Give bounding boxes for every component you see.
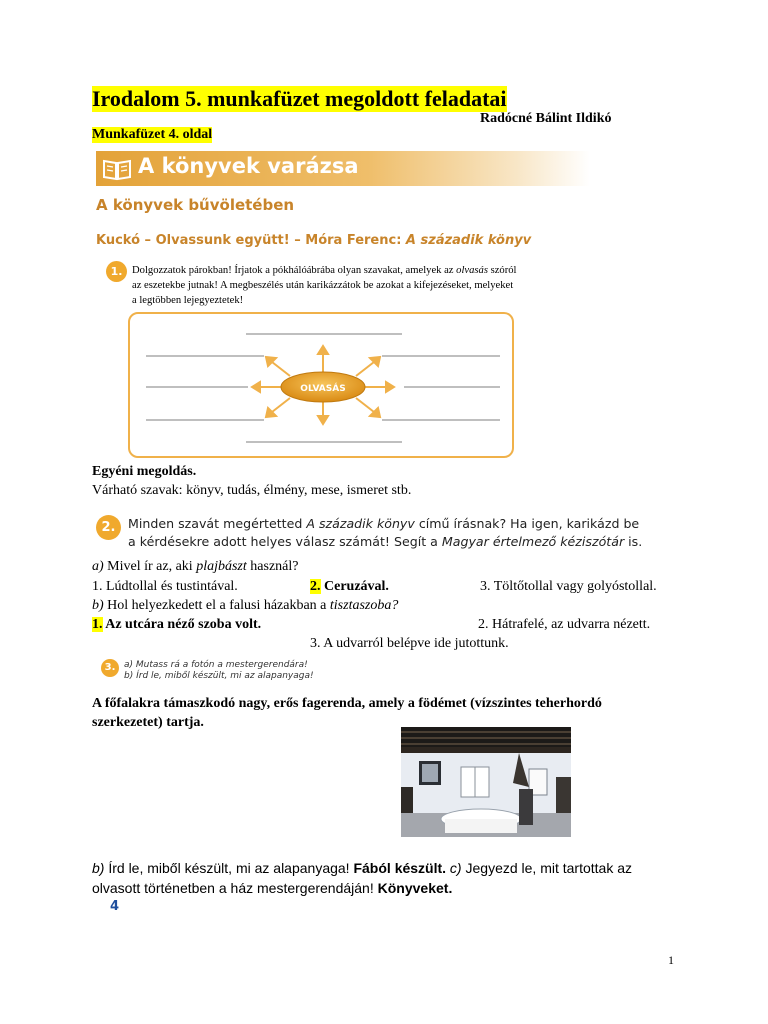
- task1-text-em: olvasás: [456, 265, 488, 276]
- arrow-up-right: [356, 362, 374, 376]
- task3-b-answer: Fából készült.: [353, 860, 447, 876]
- answer-a-option-1: 1. Lúdtollal és tustintával.: [92, 579, 238, 594]
- question-a-term: plajbászt: [196, 559, 247, 574]
- question-a-text-1: Mivel ír az, aki: [103, 559, 197, 574]
- answer-a-option-2: [310, 578, 389, 595]
- page-reference: Munkafüzet 4. oldal: [92, 127, 213, 142]
- task3-b-letter: b): [92, 860, 105, 876]
- task2-instructions: [128, 515, 648, 551]
- answer-b-option-3: 3. A udvarról belépve ide jutottunk.: [310, 636, 509, 651]
- chapter-banner: [96, 151, 590, 186]
- arrow-down-right: [356, 398, 374, 412]
- answer-b-option-2: 2. Hátrafelé, az udvarra nézett.: [478, 617, 651, 632]
- answer-b1-text: Az utcára néző szoba volt.: [102, 617, 262, 632]
- task2-text-5: is.: [624, 534, 643, 549]
- answer-b1-number: 1.: [92, 617, 103, 632]
- question-a: [92, 558, 298, 575]
- task3-answer-bc: [92, 858, 672, 898]
- task2-text-1: Minden szavát megértetted: [128, 516, 307, 531]
- task3-c-answer: Könyveket.: [377, 880, 453, 896]
- task2-dictionary: Magyar értelmező kéziszótár: [441, 534, 625, 549]
- task-number-1: 1.: [106, 261, 127, 282]
- book-page-number: 4: [110, 899, 120, 914]
- page-title: Irodalom 5. munkafüzet megoldott feladatai: [92, 86, 507, 111]
- question-b-text: Hol helyezkedett el a falusi házakban a: [103, 598, 330, 613]
- question-b-letter: b): [92, 598, 104, 613]
- spider-web-svg: [130, 314, 512, 456]
- task2-book-title: A századik könyv: [306, 516, 415, 531]
- task3-instructions: [124, 660, 314, 682]
- answer-a2-text: Ceruzával.: [320, 579, 389, 594]
- arrow-up-left: [272, 362, 290, 376]
- section-subtitle: A könyvek bűvöletében: [96, 196, 295, 214]
- task3-c-text: Jegyezd le, mit tartottak az olvasott történetben a ház mestergerendáján!: [92, 860, 633, 896]
- question-b-term: tisztaszoba?: [329, 598, 399, 613]
- chapter-title: A könyvek varázsa: [138, 154, 359, 178]
- answer-a2-number: 2.: [310, 579, 321, 594]
- task3-line-a: a) Mutass rá a fotón a mestergerendára!: [124, 660, 308, 670]
- task3-c-letter: c): [446, 860, 462, 876]
- task1-instructions: [132, 263, 520, 308]
- question-b: [92, 597, 398, 614]
- task1-text-b: szóról az eszetekbe jutnak! A megbeszélés után karikázzátok be azokat a kifejezéseket, melyeket a legtöbben lejegyeztetek!: [132, 265, 517, 306]
- task3-answer-a: A főfalakra támaszkodó nagy, erős fagerenda, amely a födémet (vízszintes teherhordó szerkezetet) tartja.: [92, 696, 602, 730]
- open-book-icon: [102, 157, 132, 181]
- author-name: Radócné Bálint Ildikó: [480, 111, 612, 126]
- task-number-3: 3.: [101, 659, 119, 677]
- kucko-heading: [96, 233, 531, 248]
- expected-words: Várható szavak: könyv, tudás, élmény, mese, ismeret stb.: [92, 483, 412, 498]
- task3-line-b: b) Írd le, miből készült, mi az alapanyaga!: [124, 671, 314, 681]
- arrow-down-left: [272, 398, 290, 412]
- page-number: 1: [668, 953, 674, 967]
- task3-b-text: Írd le, miből készült, mi az alapanyaga!: [104, 860, 354, 876]
- kucko-title: A századik könyv: [405, 233, 532, 248]
- answer-a-option-3: 3. Töltőtollal vagy golyóstollal.: [480, 579, 657, 594]
- spider-web-diagram: [128, 312, 514, 458]
- kucko-prefix: Kuckó – Olvassunk együtt! – Móra Ferenc:: [96, 233, 406, 248]
- question-a-text-2: használ?: [246, 559, 299, 574]
- olvasas-label: OLVASÁS: [300, 384, 346, 394]
- task-number-2: 2.: [96, 515, 121, 540]
- solution-label: Egyéni megoldás.: [92, 464, 197, 479]
- room-photo: [401, 727, 571, 837]
- question-a-letter: a): [92, 559, 104, 574]
- task2-text-3: című írásnak? Ha igen, karikázd be a kérdésekre adott helyes válasz számát! Segít a: [128, 516, 640, 549]
- answer-b-option-1: [92, 616, 261, 633]
- task1-text-a: Dolgozzatok párokban! Írjatok a pókhálóábrába olyan szavakat, amelyek az: [132, 265, 457, 276]
